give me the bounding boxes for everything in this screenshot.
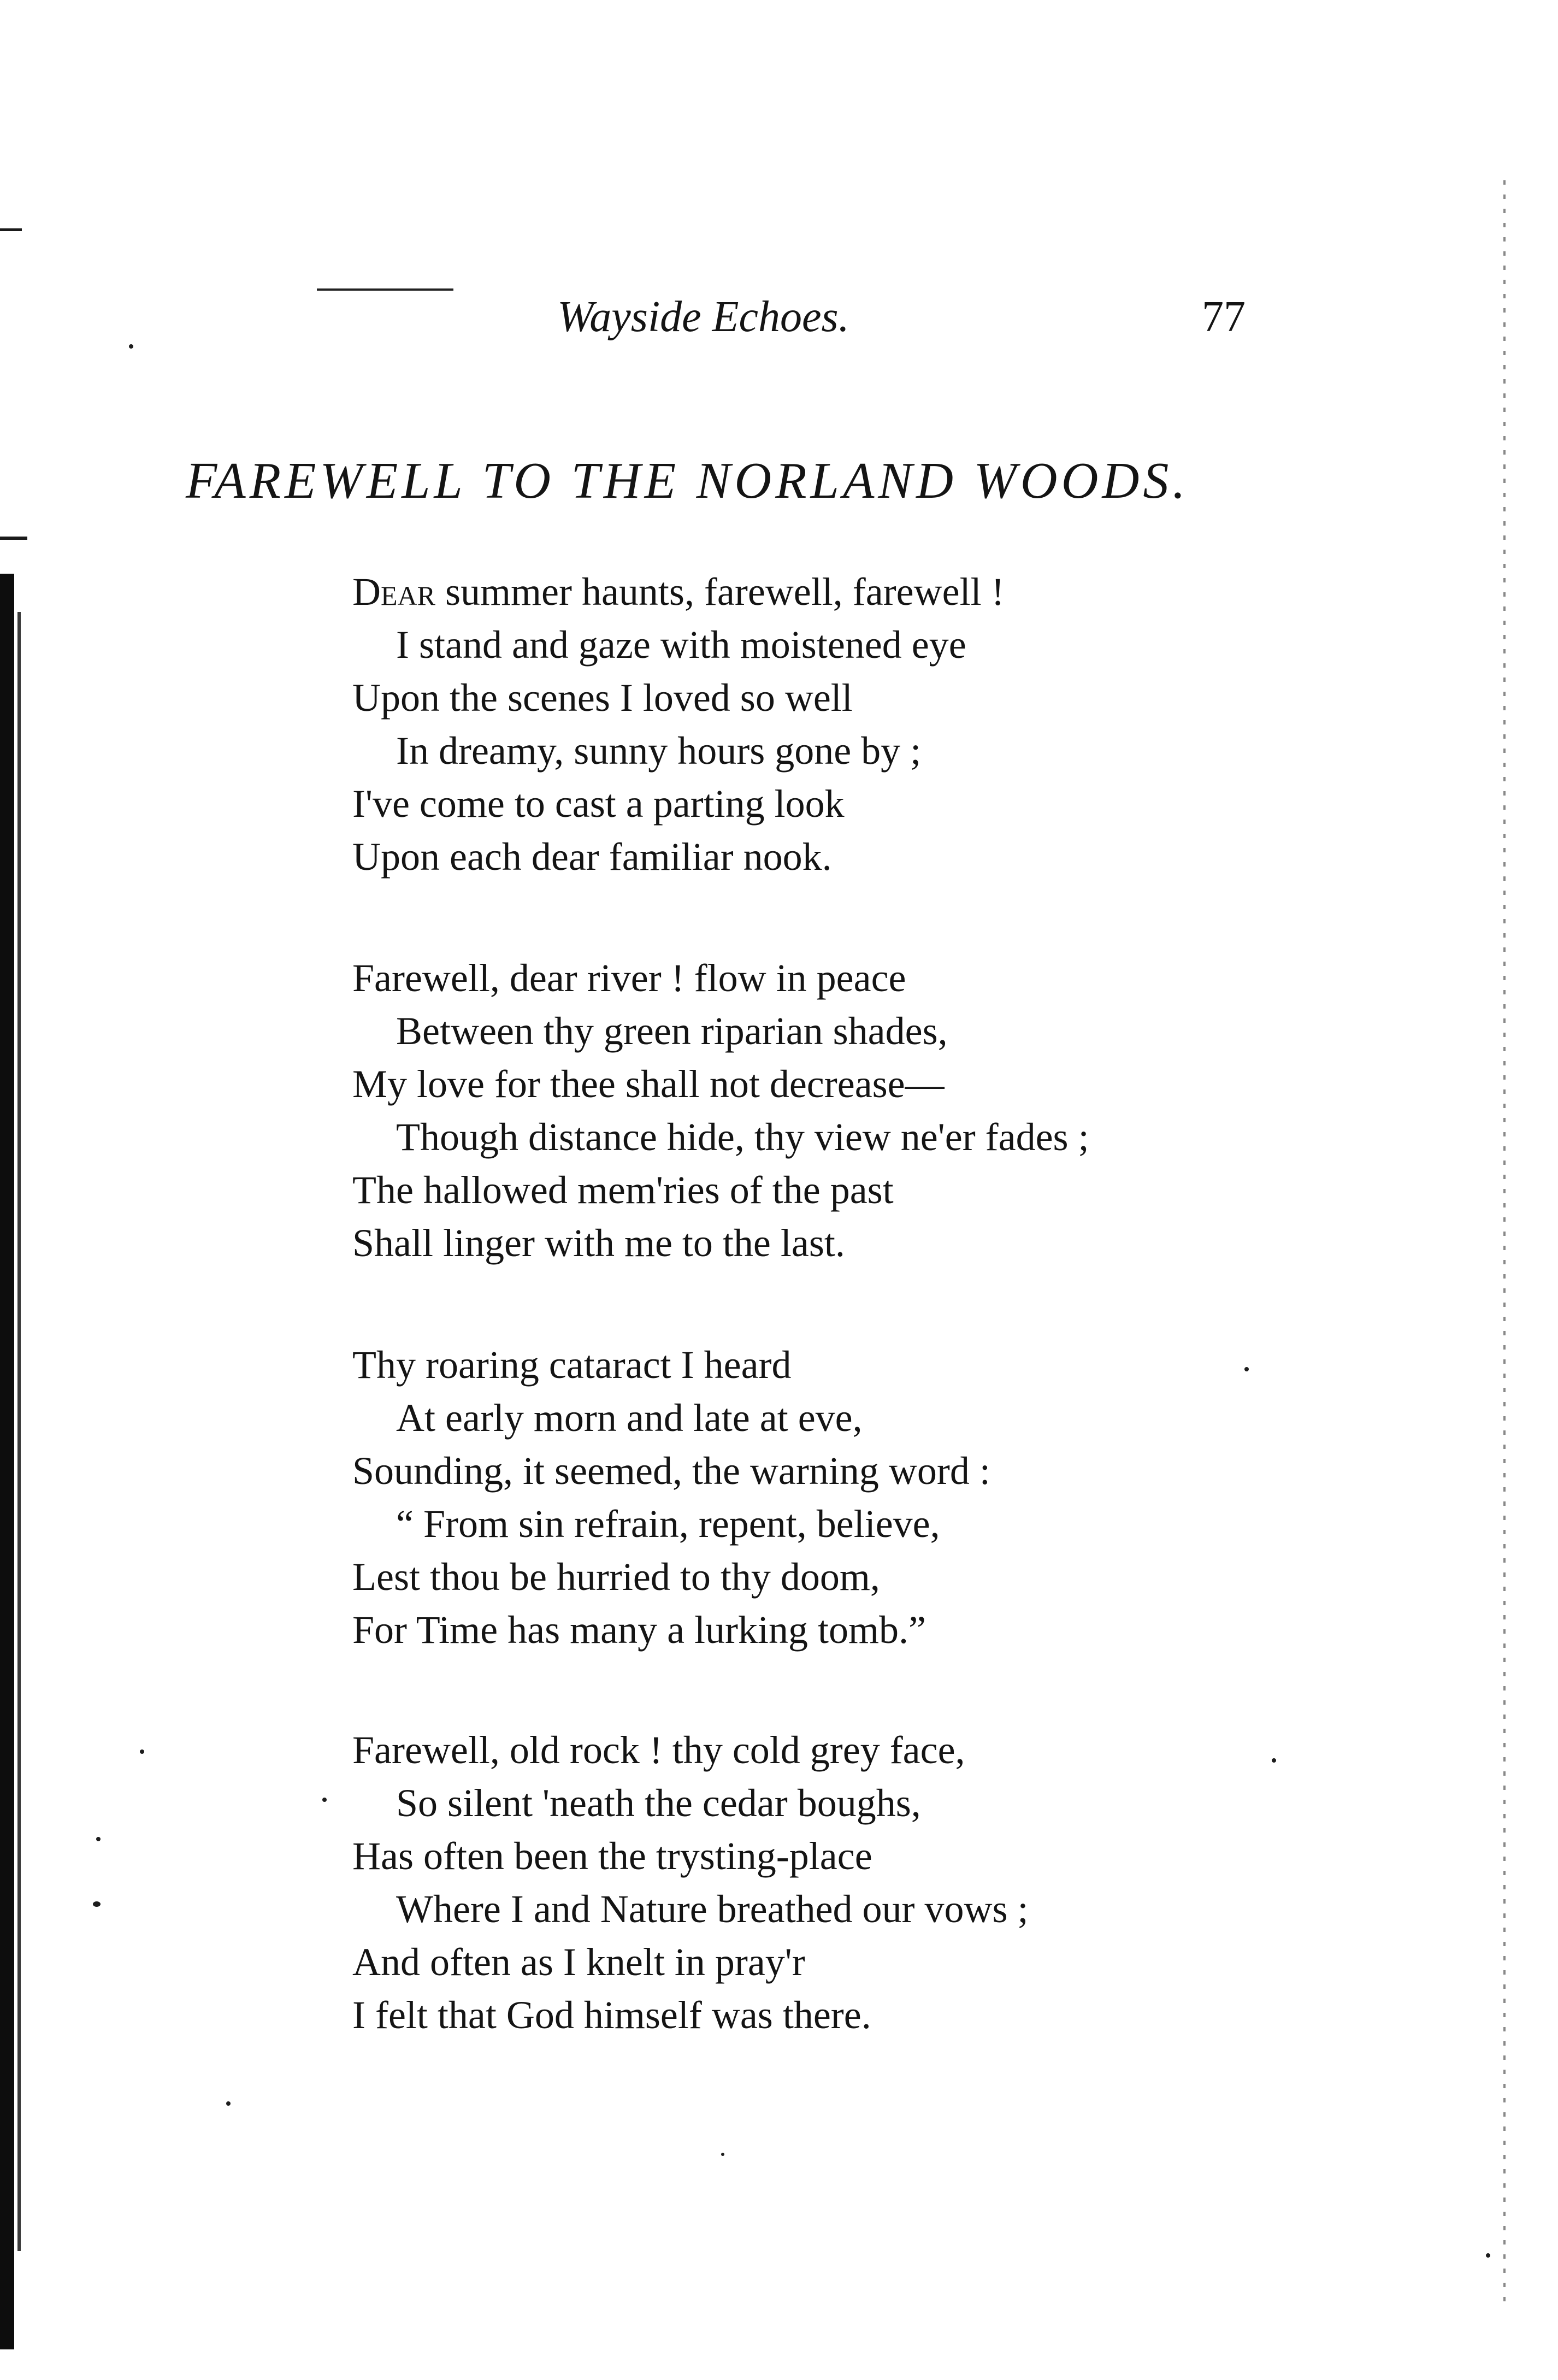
scan-speck: [96, 1837, 101, 1841]
poem-line: At early morn and late at eve,: [396, 1396, 863, 1440]
poem-line: I stand and gaze with moistened eye: [396, 623, 966, 667]
poem-line: So silent 'neath the cedar boughs,: [396, 1781, 921, 1825]
poem-line: Farewell, dear river ! flow in peace: [352, 956, 906, 1000]
poem-line: Sounding, it seemed, the warning word :: [352, 1449, 990, 1493]
scan-edge-mark: [0, 537, 27, 540]
scan-stray-rule: [317, 288, 453, 291]
scan-speck: [93, 1901, 101, 1907]
poem-line: [352, 565, 1336, 618]
poem-line: I've come to cast a parting look: [352, 782, 845, 826]
poem-line: Between thy green riparian shades,: [396, 1009, 948, 1053]
scan-speck: [129, 344, 133, 349]
poem-line: Shall linger with me to the last.: [352, 1221, 845, 1265]
poem-line: In dreamy, sunny hours gone by ;: [396, 729, 922, 773]
page-number: 77: [1202, 293, 1246, 341]
stanza: [352, 565, 1336, 883]
poem-line: “ From sin refrain, repent, believe,: [396, 1502, 940, 1546]
poem-line: Though distance hide, thy view ne'er fades ;: [396, 1115, 1089, 1159]
poem-line: I felt that God himself was there.: [352, 1993, 871, 2037]
poem-line: Has often been the trysting-place: [352, 1834, 872, 1878]
scan-speck: [322, 1798, 327, 1802]
poem-title: FAREWELL TO THE NORLAND WOODS.: [186, 452, 1189, 509]
poem-line: Thy roaring cataract I heard: [352, 1343, 792, 1387]
scan-speck: [226, 2101, 231, 2106]
scan-edge-mark: [0, 228, 22, 231]
poem-line: Upon each dear familiar nook.: [352, 835, 832, 879]
running-head: Wayside Echoes.: [557, 293, 849, 341]
scan-right-edge: [1503, 180, 1506, 2311]
scan-speck: [1486, 2253, 1490, 2258]
poem-line: The hallowed mem'ries of the past: [352, 1168, 894, 1212]
poem-line: Where I and Nature breathed our vows ;: [396, 1887, 1029, 1931]
stanza: [352, 1724, 1336, 2042]
stanza: [352, 952, 1336, 1270]
scan-binding-shadow: [0, 574, 14, 2349]
scan-speck: [721, 2153, 724, 2156]
poem-line: For Time has many a lurking tomb.”: [352, 1608, 926, 1652]
poem-line: And often as I knelt in pray'r: [352, 1940, 805, 1984]
first-word: Dear: [352, 570, 435, 614]
poem-line: Lest thou be hurried to thy doom,: [352, 1555, 880, 1599]
poem-line: Farewell, old rock ! thy cold grey face,: [352, 1728, 965, 1772]
poem-line: My love for thee shall not decrease—: [352, 1062, 945, 1106]
stanza: [352, 1339, 1336, 1657]
line-rest: summer haunts, farewell, farewell !: [435, 570, 1005, 614]
scan-speck: [140, 1749, 144, 1754]
scan-binding-line: [17, 612, 21, 2251]
poem-line: Upon the scenes I loved so well: [352, 676, 853, 720]
